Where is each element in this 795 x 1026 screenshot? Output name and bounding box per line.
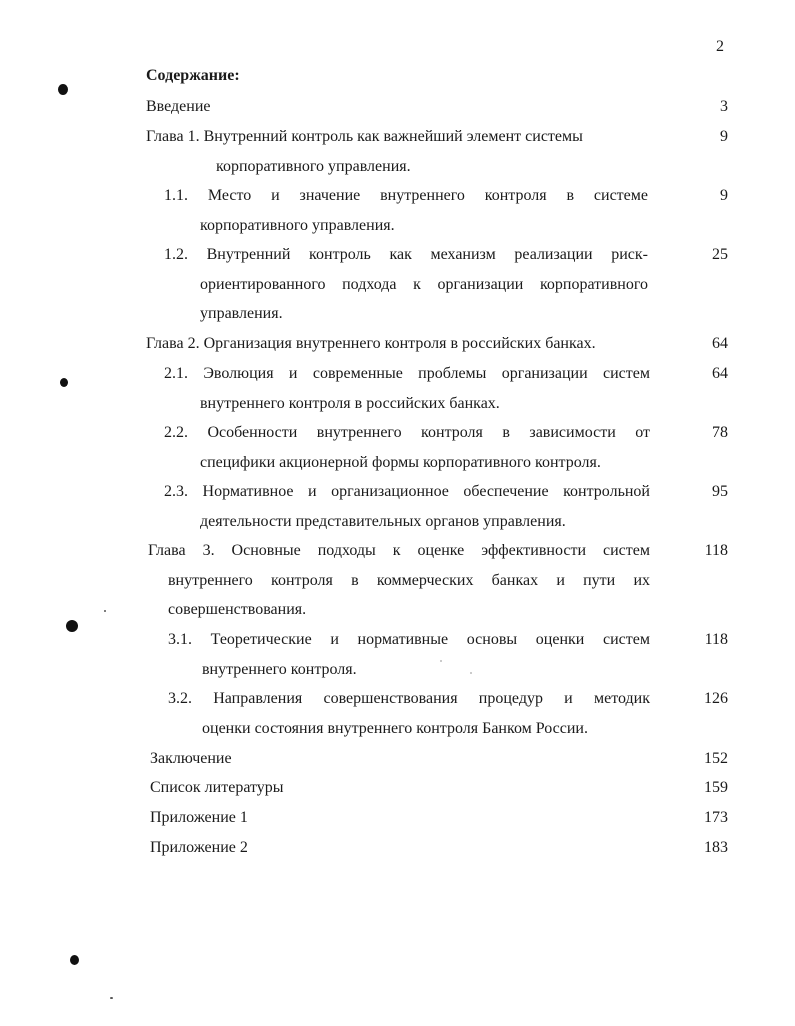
toc-entry-line: корпоративного управления. [200, 216, 395, 234]
toc-entry-section-2-1 [164, 359, 650, 418]
toc-entry-section-1-1 [164, 181, 648, 240]
toc-entry-line: 1.2. Внутренний контроль как механизм реализации риск- [164, 246, 648, 263]
toc-entry-conclusion [150, 744, 650, 774]
toc-entry-line: внутреннего контроля в российских банках. [200, 394, 500, 412]
toc-entry-chapter-2 [146, 329, 656, 359]
toc-entry-bibliography [150, 773, 650, 803]
scan-speck [104, 610, 106, 612]
toc-page-number: 9 [720, 128, 728, 145]
toc-page-number: 9 [720, 187, 728, 204]
toc-entry-section-1-2 [164, 240, 648, 329]
toc-page-number: 126 [704, 690, 728, 707]
toc-page-number: 159 [704, 779, 728, 796]
toc-entry-line: Приложение 2 [150, 839, 248, 856]
toc-entry-section-2-2 [164, 418, 650, 477]
toc-entry-line: Глава 1. Внутренний контроль как важнейший элемент системы [146, 128, 583, 145]
toc-entry-chapter-1 [146, 122, 646, 181]
toc-page-number: 95 [712, 483, 728, 500]
scan-speck [470, 672, 472, 674]
toc-page-number: 3 [720, 98, 728, 115]
toc-entry-chapter-3 [148, 536, 650, 625]
toc-page-number: 25 [712, 246, 728, 263]
toc-entry-line: внутреннего контроля в коммерческих банках и пути их [168, 571, 650, 589]
toc-page-number: 78 [712, 424, 728, 441]
scan-speck [110, 997, 113, 999]
toc-entry-appendix-2 [150, 833, 650, 863]
toc-entry-line: оценки состояния внутреннего контроля Банком России. [202, 719, 588, 737]
toc-entry-intro [146, 92, 646, 122]
toc-page-number: 118 [704, 542, 728, 559]
toc-page-number: 64 [712, 335, 728, 352]
toc-entry-line: внутреннего контроля. [202, 660, 357, 678]
toc-entry-line: Глава 2. Организация внутреннего контроля в российских банках. [146, 335, 596, 352]
toc-entry-line: деятельности представительных органов управления. [200, 512, 566, 530]
toc-page-number: 173 [704, 809, 728, 826]
page-number: 2 [716, 38, 724, 55]
toc-heading: Содержание: [146, 67, 240, 84]
toc-entry-line: совершенствования. [168, 601, 307, 619]
toc-entry-appendix-1 [150, 803, 650, 833]
toc-entry-line: 3.2. Направления совершенствования процедур и методик [168, 690, 650, 707]
toc-entry-line: Приложение 1 [150, 809, 248, 826]
punch-hole-mark [58, 84, 68, 95]
toc-entry-line: корпоративного управления. [216, 157, 411, 175]
punch-hole-mark [66, 620, 78, 632]
toc-entry-line: управления. [200, 305, 283, 323]
toc-entry-line: Заключение [150, 750, 232, 767]
toc-page-number: 183 [704, 839, 728, 856]
toc-page-number: 118 [704, 631, 728, 648]
toc-entry-line: 2.3. Нормативное и организационное обеспечение контрольной [164, 483, 650, 500]
punch-hole-mark [70, 955, 79, 965]
toc-entry-line: ориентированного подхода к организации корпоративного [200, 275, 648, 293]
toc-entry-section-3-1 [168, 625, 650, 684]
toc-entry-section-3-2 [168, 684, 650, 743]
toc-page-number: 152 [704, 750, 728, 767]
toc-entry-line: Введение [146, 98, 211, 115]
toc-entry-line: Глава 3. Основные подходы к оценке эффективности систем [148, 542, 650, 559]
scan-speck [440, 660, 442, 662]
punch-hole-mark [60, 378, 68, 387]
toc-entry-line: 2.2. Особенности внутреннего контроля в зависимости от [164, 424, 650, 441]
toc-entry-section-2-3 [164, 477, 650, 536]
toc-entry-line: специфики акционерной формы корпоративного контроля. [200, 453, 601, 471]
toc-page-number: 64 [712, 365, 728, 382]
toc-entry-line: 1.1. Место и значение внутреннего контроля в системе [164, 187, 648, 204]
toc-entry-line: 3.1. Теоретические и нормативные основы оценки систем [168, 631, 650, 648]
toc-entry-line: Список литературы [150, 779, 284, 796]
toc-entry-line: 2.1. Эволюция и современные проблемы организации систем [164, 365, 650, 382]
